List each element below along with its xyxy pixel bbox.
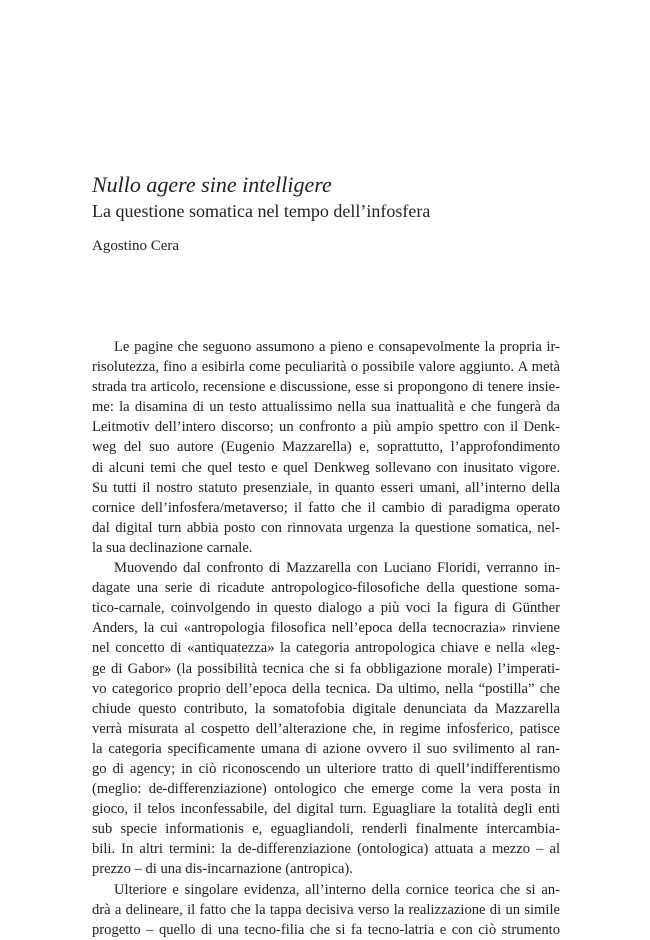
- body-line: nel concetto di «antiquatezza» la categoria antropologica chiave e nella «leg-: [92, 640, 560, 657]
- body-line: verrà misurata al cospetto dell’alterazione che, in regime infosferico, patisce: [92, 720, 560, 737]
- body-line: prezzo – di una dis-incarnazione (antropica).: [92, 861, 353, 878]
- body-line: (meglio: de-differenziazione) ontologico che emerge come la vera posta in: [92, 781, 560, 798]
- body-line: Su tutti il nostro statuto presenziale, in quanto esseri umani, all’interno della: [92, 479, 560, 496]
- body-line: risolutezza, fino a esibirla come peculiarità o possibile valore aggiunto. A metà: [92, 359, 560, 376]
- body-line: gioco, il telos inconfessabile, del digital turn. Eguagliare la totalità degli enti: [92, 801, 560, 818]
- body-line: la categoria specificamente umana di azione ovvero il suo svilimento al ran-: [92, 740, 560, 757]
- body-line: dagate una serie di ricadute antropologico-filosofiche della questione soma-: [92, 580, 560, 597]
- body-line: ge di Gabor» (la possibilità tecnica che si fa obbligazione morale) l’imperati-: [92, 660, 560, 677]
- body-line: Anders, la cui «antropologia filosofica nell’epoca della tecnocrazia» rinviene: [92, 620, 560, 637]
- body-line: bili. In altri termini: la de-differenziazione (ontologica) attuata a mezzo – al: [92, 841, 560, 858]
- body-line: tico-carnale, coinvolgendo in questo dialogo a più voci la figura di Günther: [92, 600, 560, 617]
- body-line: di alcuni temi che quel testo e quel Denkweg sollevano con inusitato vigore.: [92, 459, 560, 476]
- body-line: Ulteriore e singolare evidenza, all’interno della cornice teorica che si an-: [114, 881, 560, 898]
- body-line: progetto – quello di una tecno-filia che si fa tecno-latria e con ciò strumento: [92, 921, 560, 938]
- body-line: la sua declinazione carnale.: [92, 539, 253, 556]
- body-line: weg del suo autore (Eugenio Mazzarella) e, soprattutto, l’approfondimento: [92, 439, 560, 456]
- body-line: go di agency; in ciò riconoscendo un ulteriore tratto di quell’indifferentismo: [92, 760, 560, 777]
- author-name: Agostino Cera: [92, 238, 180, 254]
- body-line: drà a delineare, il fatto che la tappa decisiva verso la realizzazione di un simile: [92, 901, 560, 918]
- body-line: Le pagine che seguono assumono a pieno e consapevolmente la propria ir-: [114, 339, 560, 355]
- body-line: vo categorico proprio dell’epoca della tecnica. Da ultimo, nella “postilla” che: [92, 680, 560, 697]
- body-text: [92, 337, 560, 940]
- body-line: me: la disamina di un testo attualissimo nella sua inattualità e che fungerà da: [92, 399, 560, 416]
- body-line: sub specie informationis e, eguagliandoli, renderli finalmente intercambia-: [92, 821, 560, 838]
- chapter-title: Nullo agere sine intelligere: [92, 172, 332, 197]
- chapter-subtitle: La questione somatica nel tempo dell’infosfera: [92, 201, 431, 221]
- body-line: dal digital turn abbia posto con rinnovata urgenza la questione somatica, nel-: [92, 519, 560, 536]
- body-line: chiude questo contributo, la somatofobia digitale denunciata da Mazzarella: [92, 700, 560, 717]
- body-line: Leitmotiv dell’intero discorso; un confronto a più ampio spettro con il Denk-: [92, 419, 560, 436]
- body-line: cornice dell’infosfera/metaverso; il fatto che il cambio di paradigma operato: [92, 499, 560, 516]
- body-line: Muovendo dal confronto di Mazzarella con Luciano Floridi, verranno in-: [114, 560, 560, 577]
- body-line: strada tra articolo, recensione e discussione, esse si propongono di tenere insie-: [92, 379, 560, 396]
